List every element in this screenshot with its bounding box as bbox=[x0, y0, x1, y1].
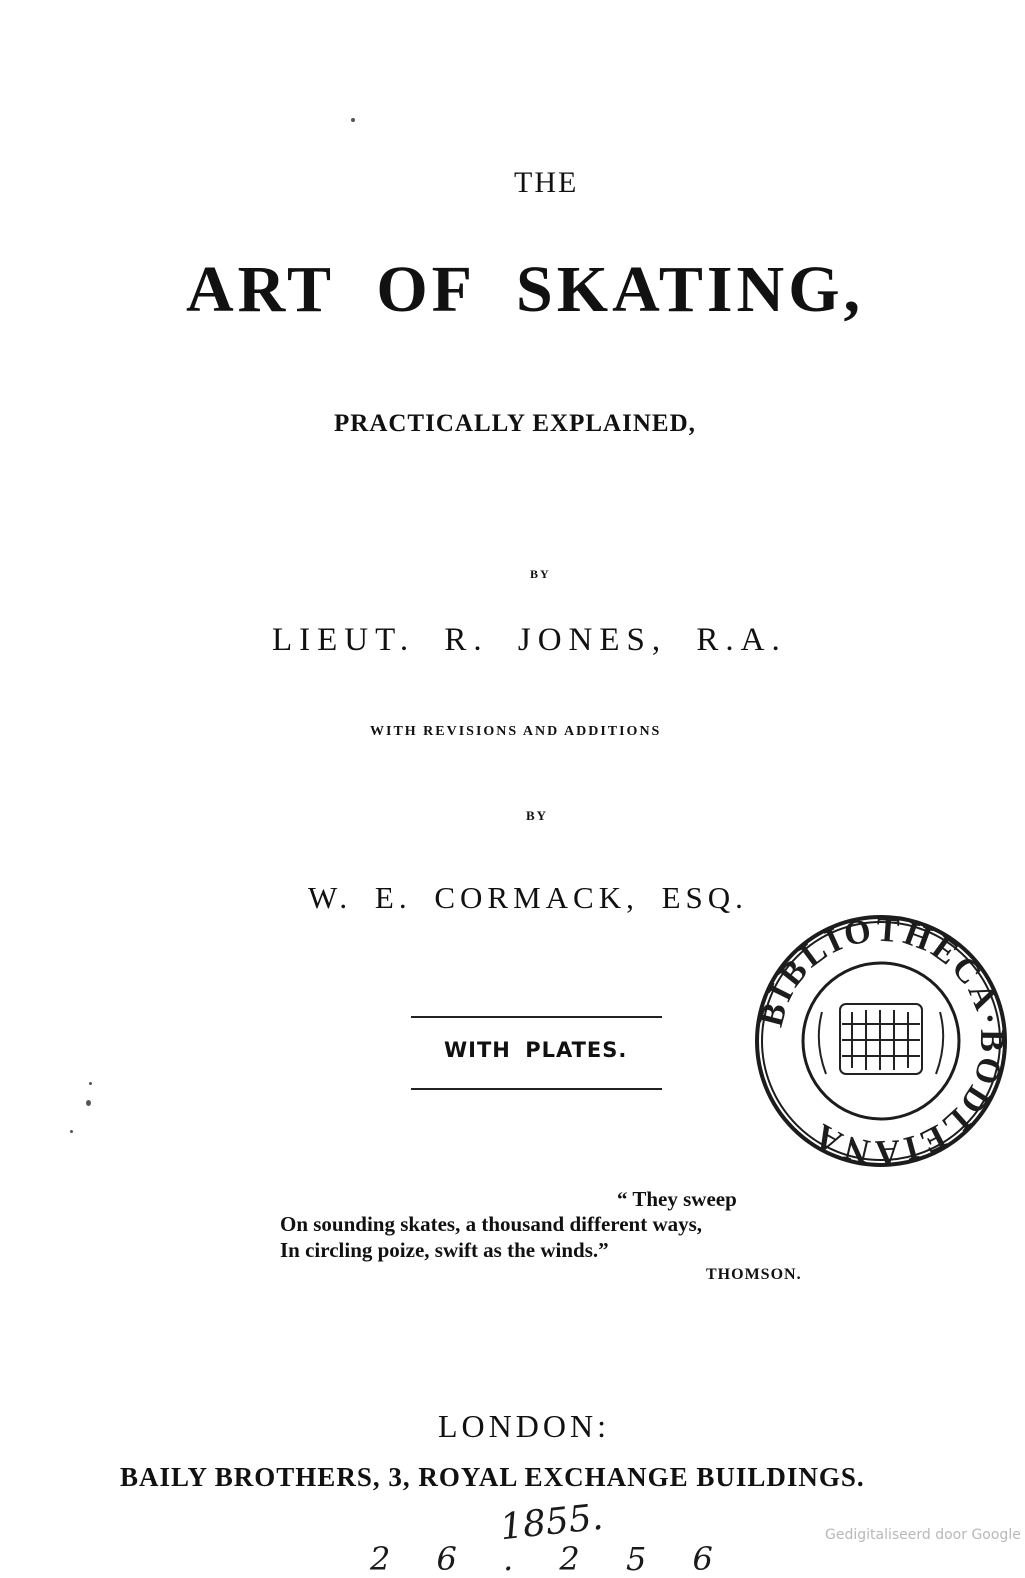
imprint-publisher: BAILY BROTHERS, 3, ROYAL EXCHANGE BUILDINGS. bbox=[120, 1462, 865, 1492]
epigraph-line-2: On sounding skates, a thousand different ways, bbox=[280, 1212, 703, 1236]
digitization-watermark: Gedigitaliseerd door Google bbox=[825, 1527, 1021, 1543]
imprint-city: LONDON: bbox=[438, 1408, 610, 1444]
scan-speck bbox=[351, 118, 355, 122]
handwritten-shelfmark: 2 6 . 2 5 6 bbox=[370, 1540, 731, 1578]
svg-text:BIBLIOTHECA·BODLEIANA: BIBLIOTHECA·BODLEIANA bbox=[752, 912, 1010, 1170]
reviser-name: W. E. CORMACK, ESQ. bbox=[308, 880, 748, 915]
plates-rule-top bbox=[411, 1016, 662, 1018]
epigraph-attribution: THOMSON. bbox=[706, 1266, 802, 1283]
stamp-crest bbox=[819, 1004, 943, 1074]
revisions-note: WITH REVISIONS AND ADDITIONS bbox=[370, 724, 662, 739]
epigraph-line-3: In circling poize, swift as the winds.” bbox=[280, 1238, 609, 1262]
by-label-author: BY bbox=[530, 567, 551, 581]
subtitle: PRACTICALLY EXPLAINED, bbox=[334, 410, 696, 437]
scan-speck bbox=[89, 1082, 92, 1085]
plates-note: WITH PLATES. bbox=[444, 1038, 628, 1062]
scan-speck bbox=[70, 1130, 73, 1133]
epigraph-line-1: “ They sweep bbox=[617, 1187, 737, 1211]
main-title: ART OF SKATING, bbox=[186, 253, 865, 326]
plates-rule-bottom bbox=[411, 1088, 662, 1090]
title-prefix: THE bbox=[514, 166, 579, 199]
library-stamp bbox=[752, 912, 1010, 1170]
author-name: LIEUT. R. JONES, R.A. bbox=[272, 622, 787, 658]
by-label-reviser: BY bbox=[526, 808, 549, 823]
scan-speck bbox=[86, 1100, 91, 1106]
handwritten-date: 1855. bbox=[498, 1496, 605, 1549]
